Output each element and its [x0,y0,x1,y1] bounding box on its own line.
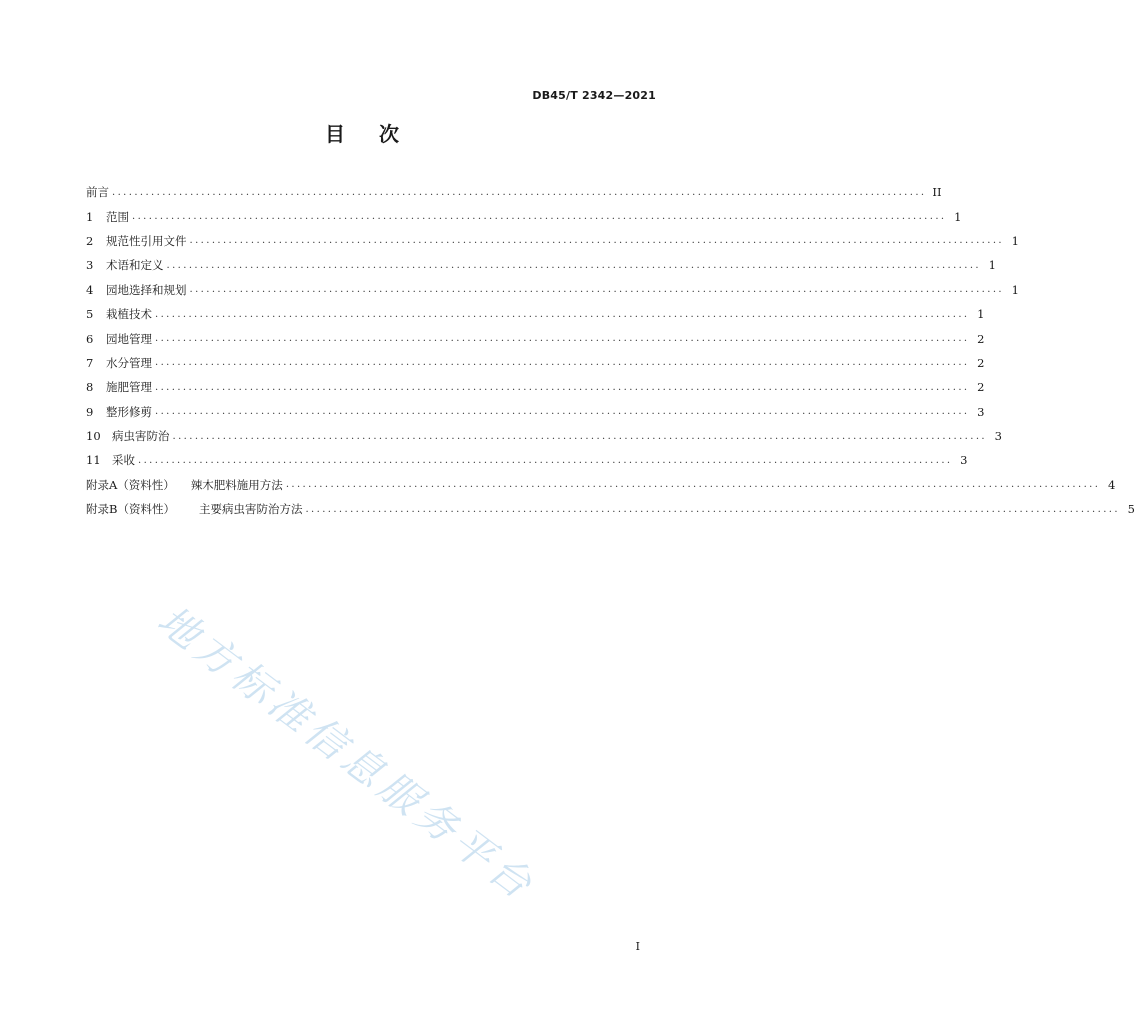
leader-dots: .................................................................................................................................................. [189,284,1004,296]
toc-entry-label: 整形修剪 [106,404,152,419]
toc-entry-11[interactable] [86,448,968,472]
toc-entry-page: 2 [977,380,985,395]
toc-entry-foreword[interactable] [86,180,942,204]
table-of-contents [86,180,1135,521]
toc-title [0,118,724,147]
toc-entry-page: 3 [960,453,968,468]
toc-entry-page: 3 [994,429,1002,444]
toc-entry-3[interactable] [86,253,996,277]
toc-title-char-2: 次 [379,122,399,146]
toc-entry-page: 2 [977,355,985,370]
toc-entry-page: 1 [1011,233,1019,248]
toc-entry-label: 采收 [112,453,135,468]
toc-entry-label: 范围 [106,209,129,224]
leader-dots: .................................................................................................................................................. [132,211,947,223]
toc-entry-page: II [932,185,942,200]
toc-entry-appendix-b[interactable] [86,497,1135,521]
toc-entry-appendix-a[interactable] [86,473,1116,497]
leader-dots: .................................................................................................................................................. [285,479,1101,491]
toc-entry-label: 病虫害防治 [112,429,170,444]
toc-entry-number: 10 [86,429,101,444]
leader-dots: .................................................................................................................................................. [112,186,927,198]
toc-entry-7[interactable] [86,351,985,375]
toc-entry-label: 园地选择和规划 [106,282,187,297]
leader-dots: .................................................................................................................................................. [172,430,987,442]
toc-entry-label: 栽植技术 [106,307,152,322]
toc-entry-9[interactable] [86,400,985,424]
toc-title-char-1: 目 [325,122,345,146]
leader-dots: .................................................................................................................................................. [155,381,970,393]
toc-entry-2[interactable] [86,229,1019,253]
toc-entry-number: 6 [86,331,94,346]
leader-dots: .................................................................................................................................................. [138,454,953,466]
page-number: I [635,940,640,953]
toc-entry-page: 1 [977,307,985,322]
toc-entry-6[interactable] [86,326,985,350]
toc-entry-number: 3 [86,258,94,273]
toc-entry-label: 水分管理 [106,355,152,370]
leader-dots: .................................................................................................................................................. [155,308,970,320]
toc-entry-label: 园地管理 [106,331,152,346]
toc-entry-4[interactable] [86,278,1019,302]
leader-dots: .................................................................................................................................................. [155,357,970,369]
toc-entry-number: 5 [86,307,94,322]
toc-entry-page: 1 [988,258,996,273]
leader-dots: .................................................................................................................................................. [155,406,970,418]
toc-entry-number: 1 [86,209,94,224]
toc-entry-label: 辣木肥料施用方法 [190,477,283,492]
toc-entry-number: 11 [86,453,101,468]
toc-entry-number: 8 [86,380,94,395]
toc-entry-page: 2 [977,331,985,346]
leader-dots: .................................................................................................................................................. [189,235,1004,247]
toc-entry-label: 术语和定义 [106,258,164,273]
document-code: DB45/T 2342—2021 [532,89,656,102]
leader-dots: .................................................................................................................................................. [305,503,1120,515]
toc-entry-8[interactable] [86,375,985,399]
watermark: 地方标准信息服务平台 [148,597,544,911]
toc-entry-number: 2 [86,233,94,248]
toc-entry-number: 附录A（资料性） [86,477,175,492]
toc-entry-number: 4 [86,282,94,297]
toc-entry-number: 附录B（资料性） [86,502,175,517]
toc-entry-label: 前言 [86,185,109,200]
toc-entry-label: 规范性引用文件 [106,233,187,248]
toc-entry-label: 主要病虫害防治方法 [198,502,303,517]
toc-entry-page: 1 [1011,282,1019,297]
toc-entry-page: 5 [1127,502,1135,517]
toc-entry-10[interactable] [86,424,1002,448]
toc-entry-page: 3 [977,404,985,419]
toc-entry-1[interactable] [86,204,962,228]
leader-dots: .................................................................................................................................................. [166,259,981,271]
toc-entry-5[interactable] [86,302,985,326]
toc-entry-number: 9 [86,404,94,419]
toc-entry-page: 4 [1107,477,1116,492]
toc-entry-number: 7 [86,355,94,370]
toc-entry-label: 施肥管理 [106,380,152,395]
toc-entry-page: 1 [954,209,962,224]
leader-dots: .................................................................................................................................................. [155,333,970,345]
